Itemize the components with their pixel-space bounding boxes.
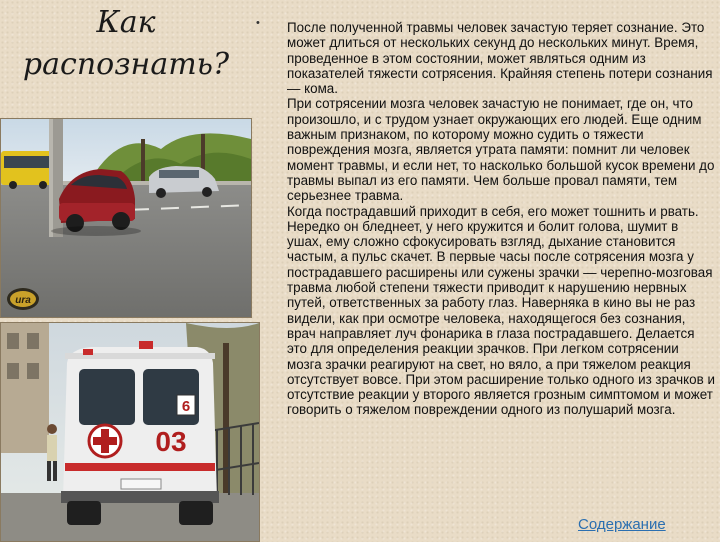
photo-watermark: ura [15,295,31,306]
ambulance-number: 03 [155,426,187,457]
slide-title [6,2,246,86]
paragraph-memory-loss: При сотрясении мозга человек зачастую не понимает, где он, что произошло, и с трудом узнает окружающих его людей. Еще одним важным признаком, по которому можно судить о тяжести повреждения мозга, является утрата памяти: помнит ли человек момент травмы, и если нет, то насколько большой кусок времени до травмы выпал из его памяти. Чем больше провал памяти, тем серьезнее травма. [287,96,715,204]
body-text [287,20,715,418]
contents-link[interactable]: Содержание [578,516,666,533]
ambulance-unit-number: 6 [181,398,191,415]
ambulance-photo [0,322,260,542]
car-crash-image [1,119,251,317]
paragraph-symptoms: Когда пострадавший приходит в себя, его может тошнить и рвать. Нередко он бледнеет, у него кружится и болит голова, шумит в ушах, ему сложно сфокусировать взгляд, дыхание становится частым, а пульс скачет. В первые часы после сотрясения мозга у пострадавшего расширены или сужены зрачки — черепно-мозговая травма любой степени тяжести приводит к нарушению нервных путей, ответственных за работу глаз. Наверняка в кино вы не раз видели, как при осмотре человека, находящегося без сознания, врач направляет луч фонарика в глаза пострадавшего. Делается это для определения реакции зрачков. При легком сотрясении мозга зрачки реагируют на свет, но вяло, а при тяжелом реакция отсутствует вовсе. При этом расширение только одного из зрачков и отсутствие реакции у второго является грозным симптомом и может говорить о тяжелом повреждении одного из полушарий мозга. [287,203,715,418]
bullet-marker: • [256,17,260,29]
ambulance-image [1,323,259,541]
title-line-1: Как [96,5,156,40]
title-line-2: распознать? [22,47,230,82]
paragraph-loss-of-consciousness: После полученной травмы человек зачастую теряет сознание. Это может длиться от нескольких секунд до нескольких минут. Время, проведенное в этом состоянии, может являться одним из показателей тяжести сотрясения. Крайняя степень потери сознания — кома. [287,20,713,97]
car-crash-photo [0,118,252,318]
